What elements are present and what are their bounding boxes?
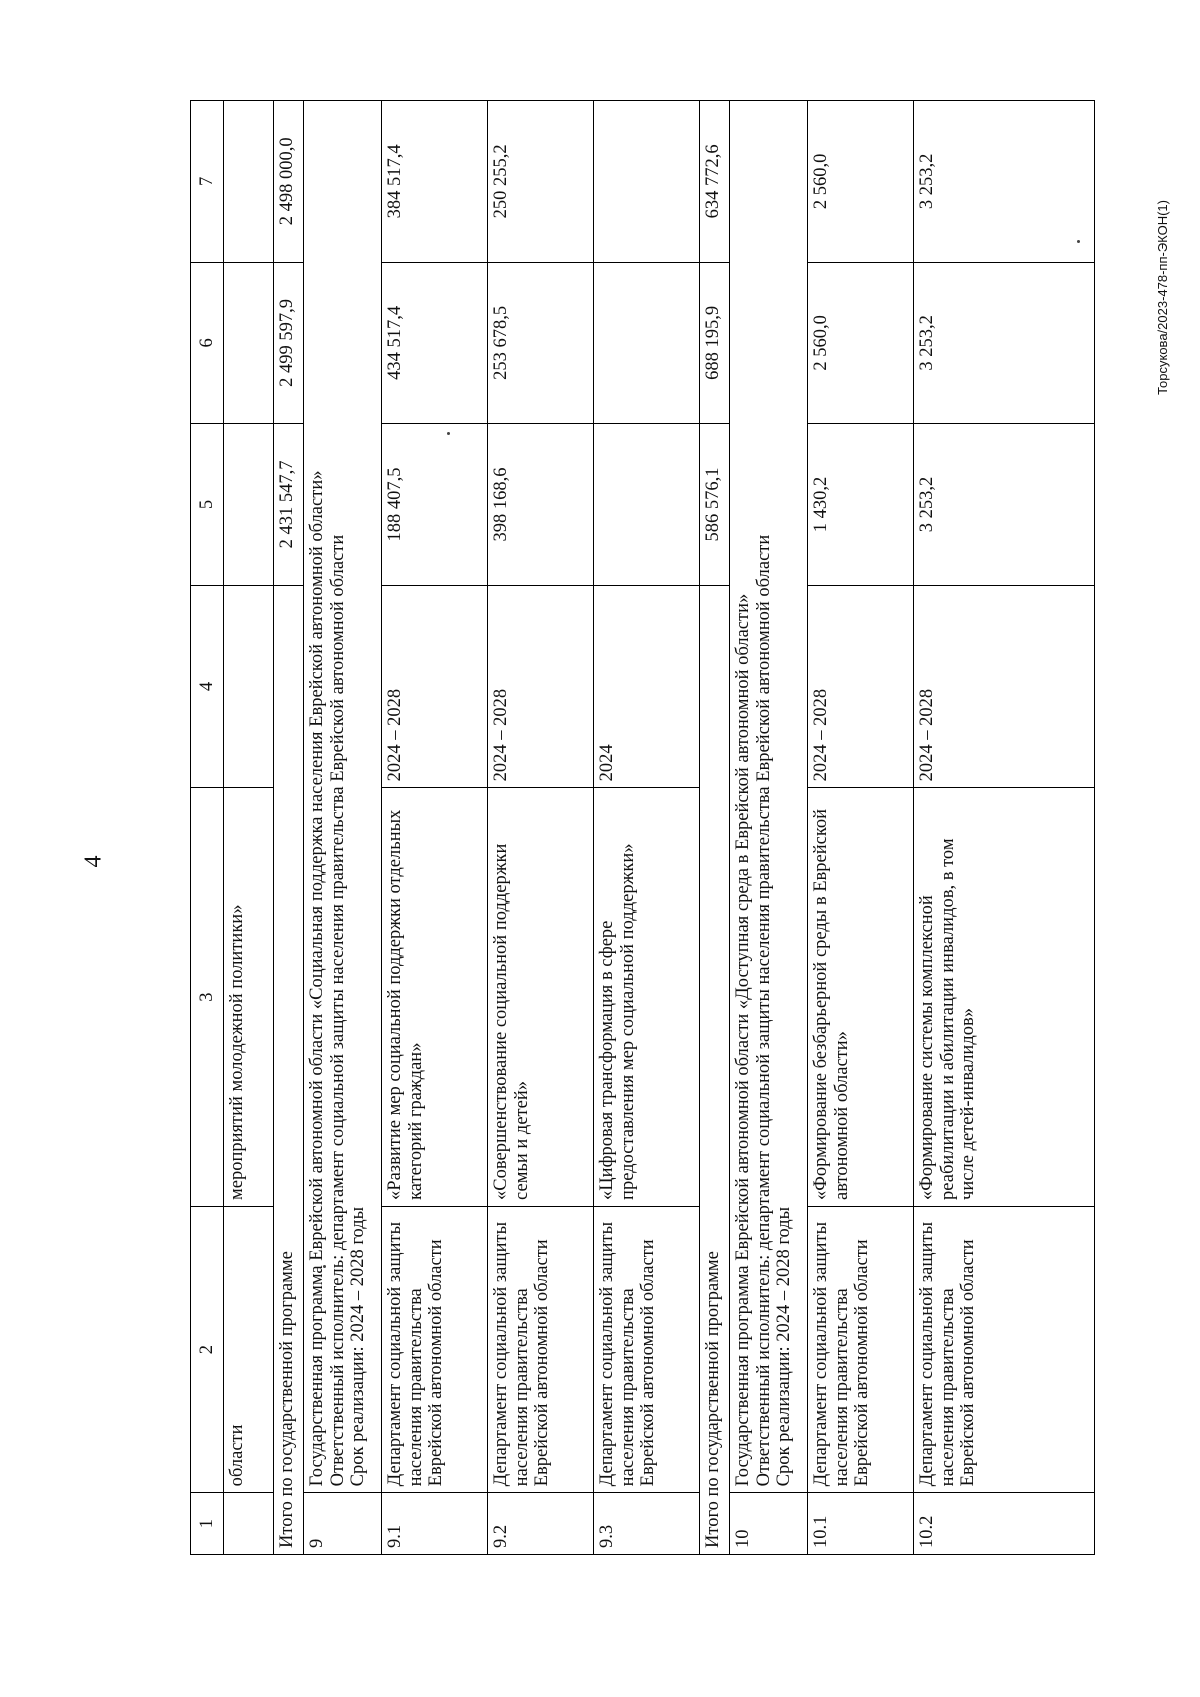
cell-activity: «Совершенствование социальной поддержки семьи и детей»: [488, 788, 594, 1207]
header-cell: 7: [191, 101, 224, 263]
total-value: 688 195,9: [700, 262, 730, 424]
header-cell: 2: [191, 1206, 224, 1492]
cell-value: 3 253,2: [914, 262, 1095, 424]
table-row: [914, 101, 1095, 1555]
program-row: [730, 101, 808, 1555]
cell-empty: [224, 262, 274, 424]
cell-period: 2024 – 2028: [488, 585, 594, 788]
program-period: Срок реализации: 2024 – 2028 годы: [348, 1206, 369, 1487]
total-value: 2 498 000,0: [274, 101, 304, 263]
cell-activity: «Формирование безбарьерной среды в Еврейской автономной области»: [808, 788, 914, 1207]
cell-value: 434 517,4: [382, 262, 488, 424]
cell-activity: «Формирование системы комплексной реабилитации и абилитации инвалидов, в том числе детей-инвалидов»: [914, 788, 1095, 1207]
program-description: [730, 101, 808, 1493]
row-number: 9.2: [488, 1493, 594, 1555]
cell-executor: Департамент социальной защиты населения правительства Еврейской автономной области: [488, 1206, 594, 1492]
total-value: 634 772,6: [700, 101, 730, 263]
program-description: [304, 101, 382, 1493]
total-value: 586 576,1: [700, 424, 730, 586]
cell-value: [594, 101, 700, 263]
total-row: [700, 101, 730, 1555]
cell-executor: области: [224, 1206, 274, 1492]
total-value: 2 499 597,9: [274, 262, 304, 424]
header-cell: 1: [191, 1493, 224, 1555]
row-number: 9.3: [594, 1493, 700, 1555]
cell-period: 2024 – 2028: [808, 585, 914, 788]
row-number: 10.1: [808, 1493, 914, 1555]
total-label: Итого по государственной программе: [274, 585, 304, 1554]
cell-executor: Департамент социальной защиты населения правительства Еврейской автономной области: [594, 1206, 700, 1492]
header-cell: 3: [191, 788, 224, 1207]
cell-value: 250 255,2: [488, 101, 594, 263]
program-title: Государственная программа Еврейской автономной области «Доступная среда в Еврейской автономной области»: [733, 593, 753, 1487]
cell-period: 2024: [594, 585, 700, 788]
total-label: Итого по государственной программе: [700, 585, 730, 1554]
cell-value: 384 517,4: [382, 101, 488, 263]
cell-activity: «Развитие мер социальной поддержки отдельных категорий граждан»: [382, 788, 488, 1207]
header-row: [191, 101, 224, 1555]
cell-value: 398 168,6: [488, 424, 594, 586]
cell-empty: [224, 1493, 274, 1555]
total-value: 2 431 547,7: [274, 424, 304, 586]
row-number: 9.1: [382, 1493, 488, 1555]
cell-value: 188 407,5: [382, 424, 488, 586]
table-row: [594, 101, 700, 1555]
header-cell: 4: [191, 585, 224, 788]
cell-executor: Департамент социальной защиты населения правительства Еврейской автономной области: [382, 1206, 488, 1492]
row-number: 9: [304, 1493, 382, 1555]
row-number: 10.2: [914, 1493, 1095, 1555]
cell-executor: Департамент социальной защиты населения правительства Еврейской автономной области: [808, 1206, 914, 1492]
program-period: Срок реализации: 2024 – 2028 годы: [774, 1206, 795, 1487]
total-row: [274, 101, 304, 1555]
program-title: Государственная программа Еврейской автономной области «Социальная поддержка населения Еврейской автономной области»: [307, 470, 327, 1487]
header-cell: 6: [191, 262, 224, 424]
page-number: 4: [80, 855, 107, 868]
cell-activity: «Цифровая трансформация в сфере предоставления мер социальной поддержки»: [594, 788, 700, 1207]
cell-empty: [224, 101, 274, 263]
cell-value: [594, 424, 700, 586]
header-cell: 5: [191, 424, 224, 586]
cell-empty: [224, 424, 274, 586]
cell-activity: мероприятий молодежной политики»: [224, 788, 274, 1207]
program-row: [304, 101, 382, 1555]
cell-value: 1 430,2: [808, 424, 914, 586]
cell-value: 3 253,2: [914, 101, 1095, 263]
cell-empty: [224, 585, 274, 788]
budget-table: [190, 100, 1095, 1555]
continuation-row: [224, 101, 274, 1555]
cell-value: 2 560,0: [808, 262, 914, 424]
cell-value: 3 253,2: [914, 424, 1095, 586]
table-row: [808, 101, 914, 1555]
table-row: [382, 101, 488, 1555]
cell-value: 253 678,5: [488, 262, 594, 424]
cell-value: 2 560,0: [808, 101, 914, 263]
cell-period: 2024 – 2028: [382, 585, 488, 788]
cell-value: [594, 262, 700, 424]
document-footer-code: Торсукова/2023-478-пп-ЭКОН(1): [1155, 200, 1170, 395]
program-executor: Ответственный исполнитель: департамент социальной защиты населения правительства Еврейской автономной области: [327, 534, 348, 1487]
cell-executor: Департамент социальной защиты населения правительства Еврейской автономной области: [914, 1206, 1095, 1492]
row-number: 10: [730, 1493, 808, 1555]
cell-period: 2024 – 2028: [914, 585, 1095, 788]
program-executor: Ответственный исполнитель: департамент социальной защиты населения правительства Еврейской автономной области: [753, 534, 774, 1487]
table-row: [488, 101, 594, 1555]
rotated-table-wrapper: [190, 100, 1095, 1555]
